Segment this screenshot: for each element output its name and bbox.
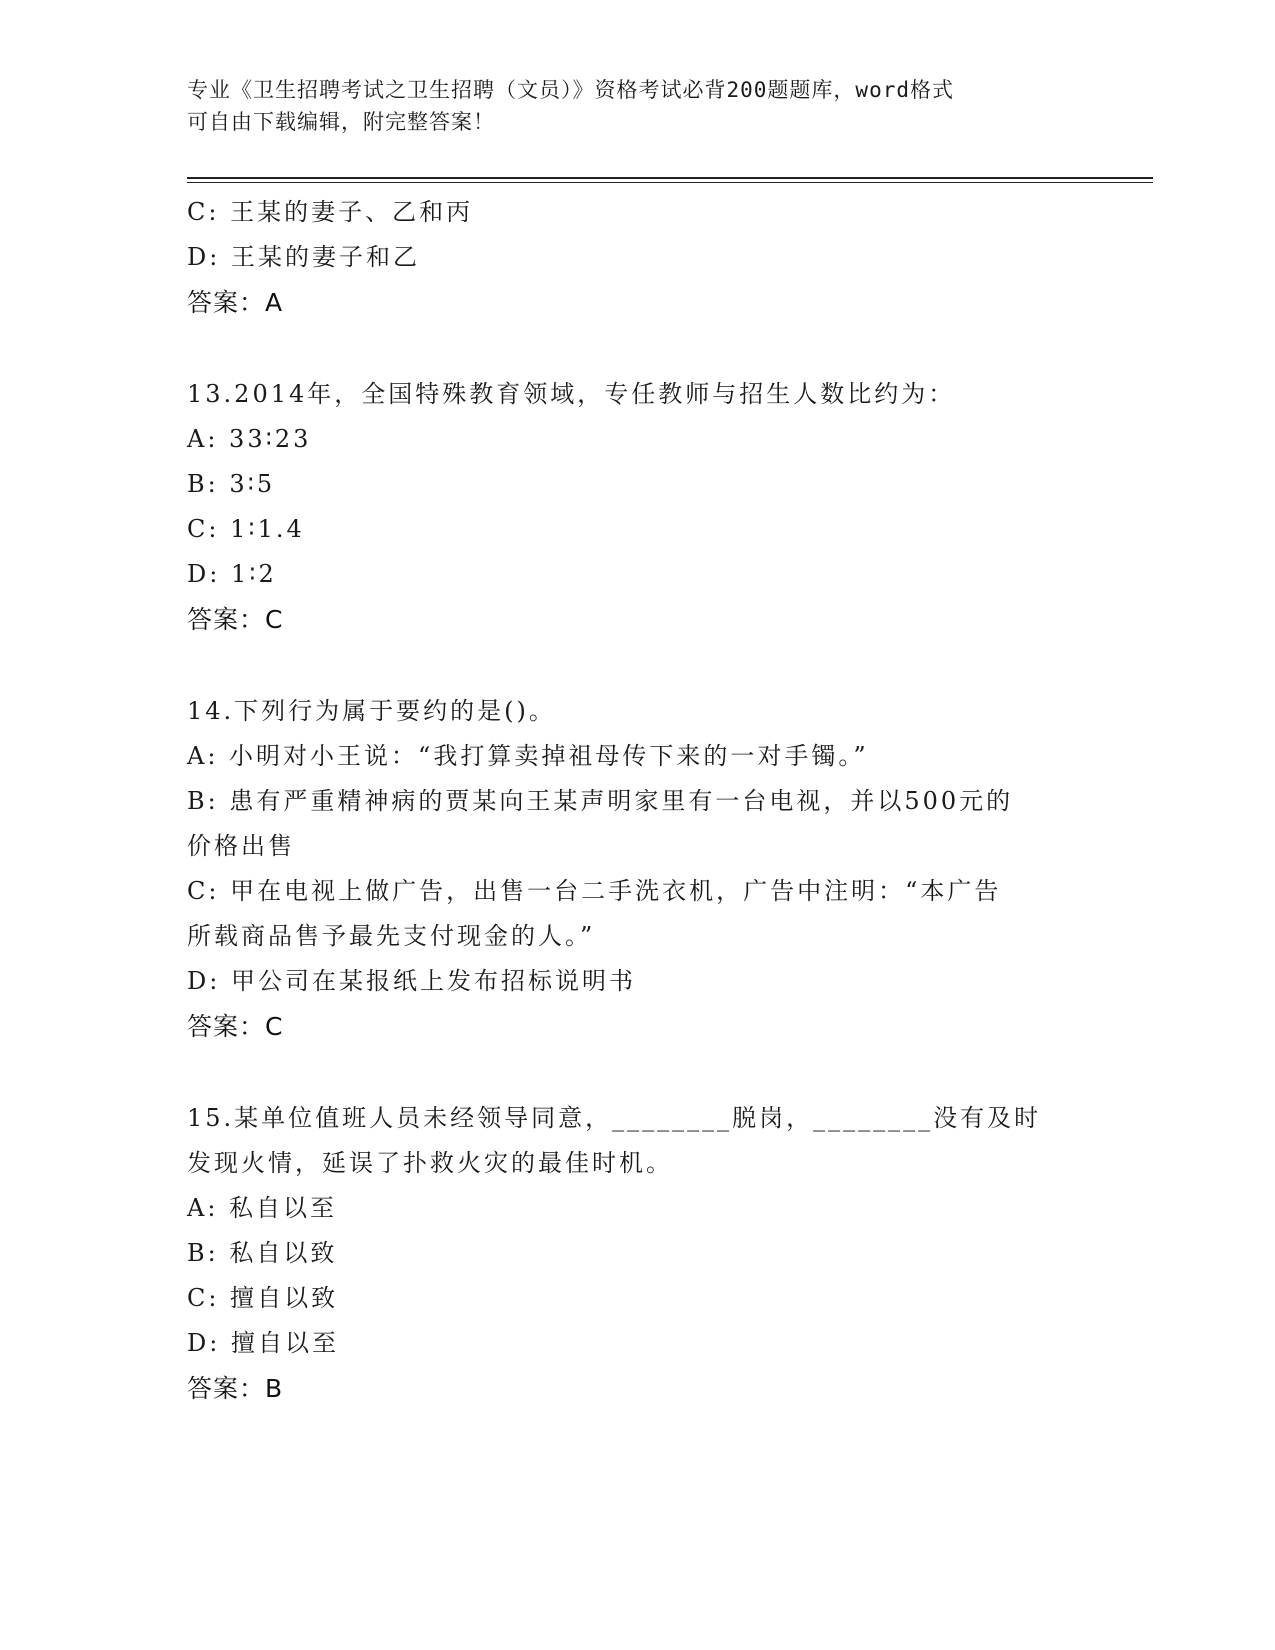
question-14 [187,689,1087,1049]
q14-option-c-line-1: C: 甲在电视上做广告，出售一台二手洗衣机，广告中注明：“本广告 [187,877,1002,905]
q15-stem-line-1: 15.某单位值班人员未经领导同意，________脱岗，________没有及时 [187,1104,1042,1132]
header-divider-thin [187,182,1153,183]
q15-stem-line-2: 发现火情，延误了扑救火灾的最佳时机。 [187,1149,673,1177]
q14-option-c-line-2: 所载商品售予最先支付现金的人。” [187,922,596,950]
q14-option-d: D: 甲公司在某报纸上发布招标说明书 [187,967,636,995]
q13-option-d: D: 1∶2 [187,560,277,588]
question-12-continued [187,190,1087,325]
q14-answer: 答案：C [187,1012,284,1041]
spacer [187,642,1087,689]
header-divider-thick [187,177,1153,179]
q13-option-b: B: 3∶5 [187,470,276,498]
q15-option-c: C: 擅自以致 [187,1284,339,1312]
q15-option-b: B: 私自以致 [187,1239,338,1267]
q13-answer: 答案：C [187,605,284,634]
question-list [187,190,1087,1411]
document-header [187,74,1067,138]
q14-option-b-line-2: 价格出售 [187,832,295,860]
q15-answer: 答案：B [187,1374,284,1403]
q13-stem: 13.2014年，全国特殊教育领域，专任教师与招生人数比约为： [187,380,956,408]
q12-option-d: D: 王某的妻子和乙 [187,243,420,271]
q15-option-d: D: 擅自以至 [187,1329,339,1357]
q13-option-a: A: 33∶23 [187,425,312,453]
question-15 [187,1096,1087,1411]
q14-option-b-line-1: B: 患有严重精神病的贾某向王某声明家里有一台电视，并以500元的 [187,787,1014,815]
spacer [187,325,1087,372]
q12-option-c: C: 王某的妻子、乙和丙 [187,198,474,226]
q12-answer: 答案：A [187,288,284,317]
q15-option-a: A: 私自以至 [187,1194,338,1222]
header-title-line-1: 专业《卫生招聘考试之卫生招聘（文员）》资格考试必背200题题库，word格式 [187,78,954,102]
q14-stem: 14.下列行为属于要约的是()。 [187,697,556,725]
q14-option-a: A: 小明对小王说：“我打算卖掉祖母传下来的一对手镯。” [187,742,869,770]
question-13 [187,372,1087,642]
header-title-line-2: 可自由下载编辑，附完整答案！ [187,110,495,134]
q13-option-c: C: 1∶1.4 [187,515,305,543]
spacer [187,1049,1087,1096]
